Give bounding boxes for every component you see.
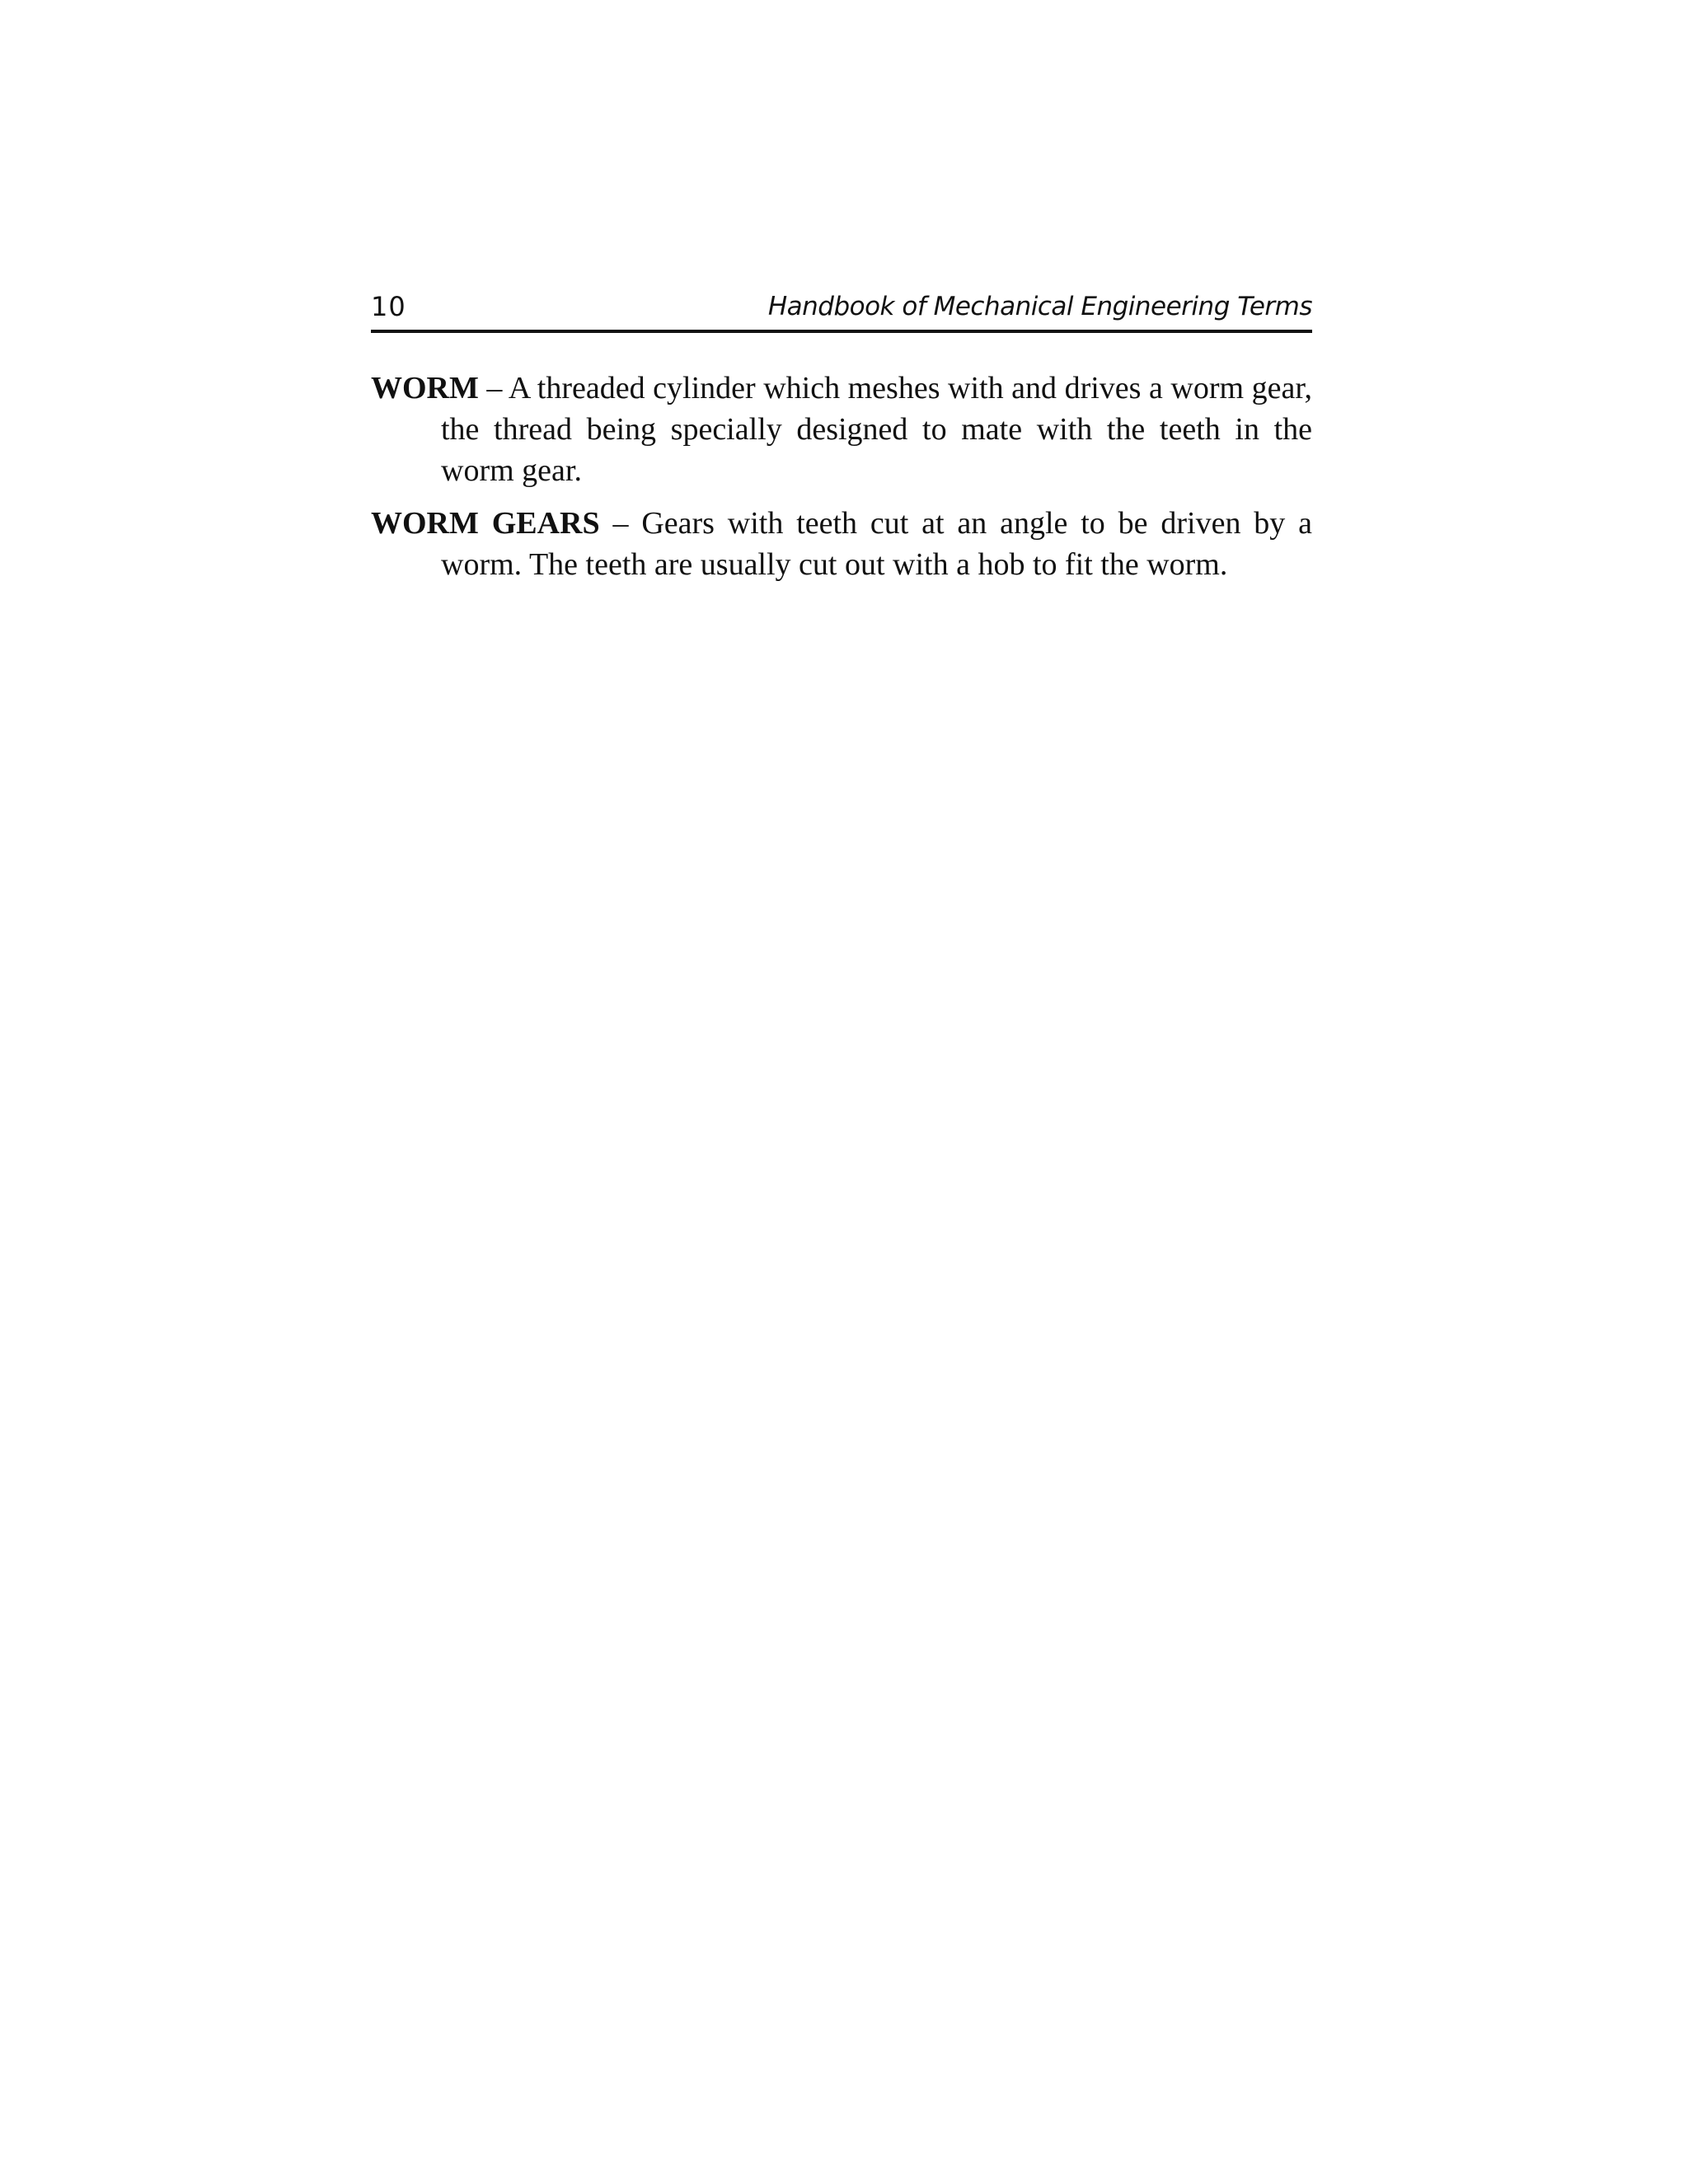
entry-definition: A threaded cylinder which meshes with and drives a worm gear, the thread being specially designed to mate with the teeth in the worm gear.: [441, 371, 1312, 488]
entry-definition: Gears with teeth cut at an angle to be driven by a worm. The teeth are usually cut out with a hob to fit the worm.: [441, 506, 1312, 582]
glossary-entries: [371, 368, 1312, 585]
entry-separator: –: [599, 506, 642, 541]
book-page: [371, 288, 1312, 597]
running-title: Handbook of Mechanical Engineering Terms: [767, 292, 1312, 321]
entry-separator: –: [478, 371, 509, 405]
page-number: 10: [371, 291, 406, 322]
entry-term: WORM: [371, 371, 479, 405]
entry-term: WORM GEARS: [371, 506, 600, 541]
glossary-entry-worm: [371, 368, 1312, 491]
glossary-entry-worm-gears: [371, 503, 1312, 585]
running-header: [371, 288, 1312, 333]
